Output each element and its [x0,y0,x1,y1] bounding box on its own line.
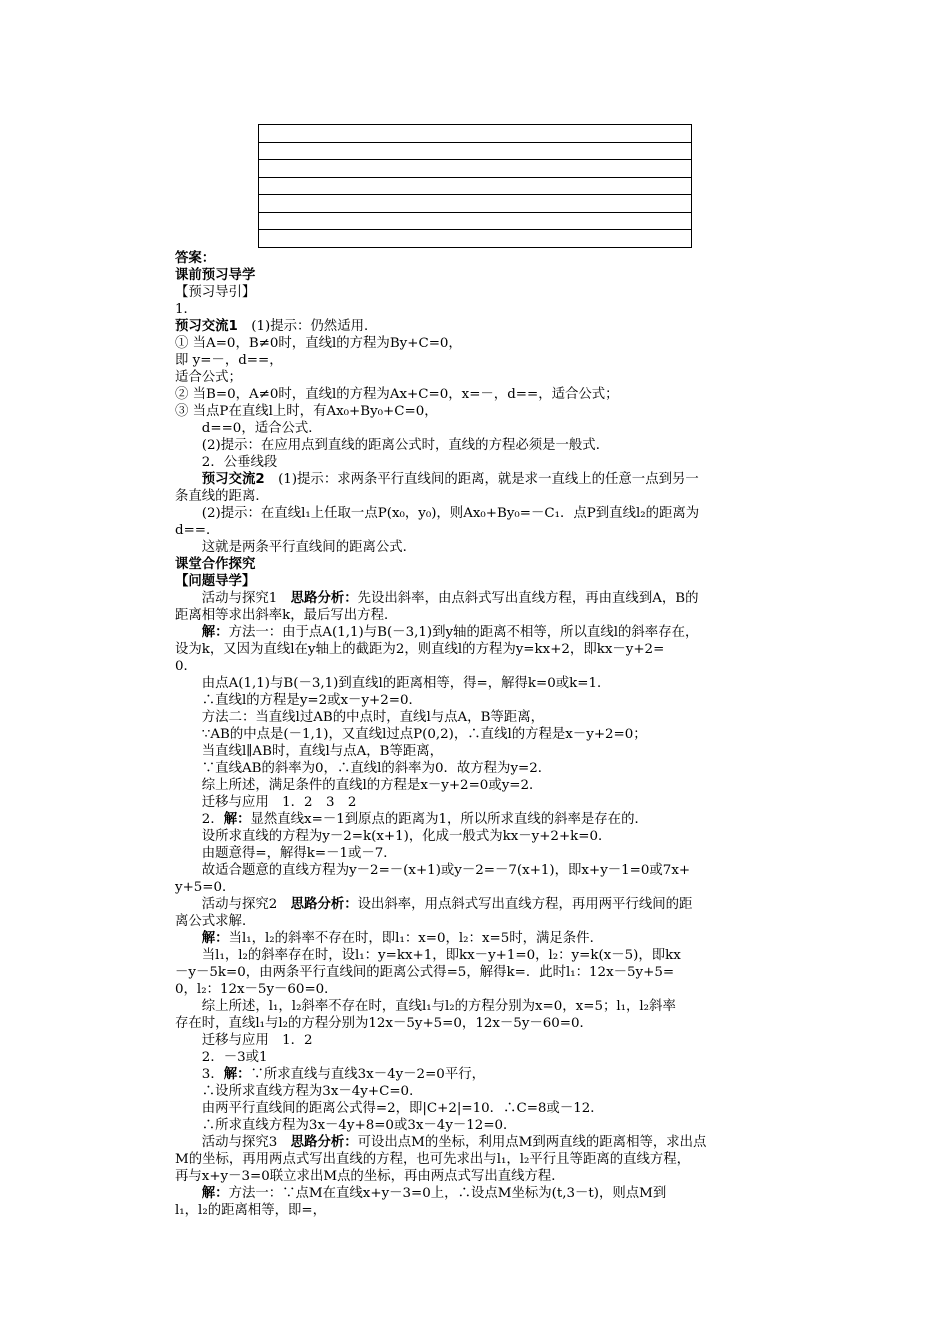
line-text: y+5=0． [175,880,236,895]
line-text: 存在时，直线l₁与l₂的方程分别为12x－5y+5=0，12x－5y－60=0． [175,1016,593,1031]
line-text: 1． [175,302,197,317]
text-line [175,862,807,879]
line-text: ② 当B=0，A≠0时，直线l的方程为Ax+C=0，x=－，d==，适合公式； [175,387,619,402]
line-text: (1)提示：求两条平行直线间的距离，就是求一直线上的任意一点到另一 [264,472,699,487]
line-text: (1)提示：仍然适用． [237,319,378,334]
table-row [259,177,692,195]
line-text: 方法二：当直线l过AB的中点时，直线l与点A，B等距离， [201,710,544,725]
line-text: 先设出斜率，由点斜式写出直线方程，再由直线到A，B的 [357,591,699,606]
line-text: 0． [175,659,197,674]
text-line [175,1151,807,1168]
text-line [175,624,807,641]
line-text: 设为k，又因为直线l在y轴上的截距为2，则直线l的方程为y=kx+2，即kx－y+2= [175,642,665,657]
text-line [175,692,807,709]
text-line [175,726,807,743]
line-text: 活动与探究3 [201,1135,291,1150]
line-text: 距离相等求出斜率k，最后写出方程． [175,608,398,623]
bold-label: 预习交流1 [175,319,238,334]
text-line [175,913,807,930]
text-line [175,760,807,777]
line-text: －y－5k=0，由两条平行直线间的距离公式得=5，解得k=．此时l₁：12x－5y+5= [175,965,675,980]
line-text: ∵AB的中点是(－1,1)，又直线l过点P(0,2)，∴直线l的方程是x－y+2=0； [201,727,647,742]
text-line [175,539,807,556]
line-text: (2)提示：在应用点到直线的距离公式时，直线的方程必须是一般式． [201,438,610,453]
line-text: 迁移与应用 1．2 3 2 [201,795,357,810]
table-cell [259,142,692,160]
text-line [175,1066,807,1083]
line-text: 0，l₂：12x－5y－60=0． [175,982,338,997]
line-text: 当l₁，l₂的斜率不存在时，即l₁：x=0，l₂：x=5时，满足条件． [228,931,603,946]
text-line [175,1083,807,1100]
text-line [175,488,807,505]
bold-label: 解： [201,1186,229,1201]
line-text: 设所求直线的方程为y－2=k(x+1)，化成一般式为kx－y+2+k=0． [201,829,612,844]
line-text: 2．－3或1 [201,1050,268,1065]
line-text: 【预习导引】 [175,285,256,300]
text-line [175,998,807,1015]
text-line [175,675,807,692]
text-line [175,369,807,386]
text-line [175,437,807,454]
text-line [175,607,807,624]
table-row [259,160,692,178]
line-text: ∴设所求直线方程为3x－4y+C=0． [201,1084,423,1099]
line-text: 由点A(1,1)与B(－3,1)到直线l的距离相等，得=，解得k=0或k=1． [201,676,611,691]
table-row [259,212,692,230]
text-line [175,590,807,607]
text-line [175,1134,807,1151]
text-line [175,556,807,573]
line-text: ∴直线l的方程是y=2或x－y+2=0． [201,693,422,708]
table-cell [259,195,692,213]
text-line [175,743,807,760]
text-line [175,845,807,862]
line-text: 课前预习导学 [175,268,256,283]
line-text: 2．公垂线段 [201,455,278,470]
line-text: d==． [175,523,220,538]
table-cell [259,125,692,143]
text-line [175,267,807,284]
line-text: l₁，l₂的距离相等，即=， [175,1203,327,1218]
text-line [175,505,807,522]
line-text: 当l₁，l₂的斜率存在时，设l₁：y=kx+1，即kx－y+1=0，l₂：y=k(x－5)，即kx [201,948,681,963]
line-text: 这就是两条平行直线间的距离公式． [201,540,417,555]
line-text: 适合公式； [175,370,242,385]
line-text: 活动与探究1 [201,591,291,606]
text-line [175,1049,807,1066]
text-line [175,828,807,845]
line-text: 答案： [175,251,216,266]
line-text: 由题意得=，解得k=－1或－7． [201,846,397,861]
text-line [175,522,807,539]
text-line [175,250,807,267]
text-line [175,573,807,590]
text-line [175,777,807,794]
bold-label: 解： [223,1067,251,1082]
line-text: 活动与探究2 [201,897,291,912]
text-line [175,658,807,675]
text-line [175,352,807,369]
line-text: 课堂合作探究 [175,557,256,572]
line-text: 再与x+y－3=0联立求出M点的坐标，再由两点式写出直线方程． [175,1169,565,1184]
line-text: ① 当A=0，B≠0时，直线l的方程为By+C=0， [175,336,462,351]
line-text: (2)提示：在直线l₁上任取一点P(x₀，y₀)，则Ax₀+By₀=－C₁．点P到直线l₂的距离为 [201,506,700,521]
table-row [259,195,692,213]
table-row [259,142,692,160]
bold-label: 思路分析： [290,591,358,606]
text-line [175,641,807,658]
text-line [175,811,807,828]
line-text: 显然直线x=－1到原点的距离为1，所以所求直线的斜率是存在的． [250,812,648,827]
table-cell [259,230,692,248]
text-line [175,964,807,981]
line-text: ∵所求直线与直线3x－4y－2=0平行， [250,1067,485,1082]
table-row [259,125,692,143]
document-body [175,250,807,1219]
line-text: ∵直线AB的斜率为0，∴直线l的斜率为0．故方程为y=2． [201,761,552,776]
text-line [175,930,807,947]
text-line [175,335,807,352]
line-text: d==0，适合公式． [201,421,322,436]
table-cell [259,160,692,178]
text-line [175,1168,807,1185]
table-row [259,230,692,248]
bold-label: 解： [201,931,229,946]
line-text: M的坐标，再用两点式写出直线的方程，也可先求出与l₁，l₂平行且等距离的直线方程， [175,1152,691,1167]
empty-answer-table [258,124,692,248]
line-text: 2． [201,812,224,827]
text-line [175,1117,807,1134]
line-text: 迁移与应用 1．2 [201,1033,313,1048]
text-line [175,1202,807,1219]
text-line [175,420,807,437]
text-line [175,1032,807,1049]
line-text: 方法一：由于点A(1,1)与B(－3,1)到y轴的距离不相等，所以直线l的斜率存在， [228,625,699,640]
text-line [175,1100,807,1117]
bold-label: 思路分析： [290,1135,358,1150]
text-line [175,709,807,726]
line-text: 方法一：∵点M在直线x+y－3=0上，∴设点M坐标为(t,3－t)，则点M到 [228,1186,667,1201]
text-line [175,386,807,403]
line-text: 故适合题意的直线方程为y－2=－(x+1)或y－2=－7(x+1)，即x+y－1=0或7x+ [201,863,691,878]
bold-label: 预习交流2 [201,472,265,487]
line-text: 当直线l∥AB时，直线l与点A，B等距离， [201,744,444,759]
text-line [175,1015,807,1032]
text-line [175,318,807,335]
line-text: 可设出点M的坐标，利用点M到两直线的距离相等，求出点 [357,1135,707,1150]
line-text: ∴所求直线方程为3x－4y+8=0或3x－4y－12=0． [201,1118,517,1133]
line-text: 3． [201,1067,224,1082]
table-cell [259,212,692,230]
text-line [175,879,807,896]
text-line [175,794,807,811]
line-text: 离公式求解． [175,914,256,929]
line-text: ③ 当点P在直线l上时，有Ax₀+By₀+C=0， [175,404,438,419]
text-line [175,981,807,998]
text-line [175,301,807,318]
bold-label: 解： [201,625,229,640]
bold-label: 解： [223,812,251,827]
bold-label: 思路分析： [290,897,358,912]
text-line [175,1185,807,1202]
text-line [175,284,807,301]
line-text: 综上所述，l₁，l₂斜率不存在时，直线l₁与l₂的方程分别为x=0，x=5；l₁，l₂斜率 [201,999,676,1014]
text-line [175,403,807,420]
text-line [175,896,807,913]
line-text: 即 y=－，d==， [175,353,283,368]
line-text: 条直线的距离． [175,489,269,504]
text-line [175,471,807,488]
text-line [175,454,807,471]
text-line [175,947,807,964]
line-text: 设出斜率，用点斜式写出直线方程，再用两平行线间的距 [357,897,693,912]
line-text: 综上所述，满足条件的直线l的方程是x－y+2=0或y=2． [201,778,543,793]
table-cell [259,177,692,195]
line-text: 由两平行直线间的距离公式得=2，即|C+2|=10．∴C=8或－12． [201,1101,604,1116]
line-text: 【问题导学】 [175,574,256,589]
